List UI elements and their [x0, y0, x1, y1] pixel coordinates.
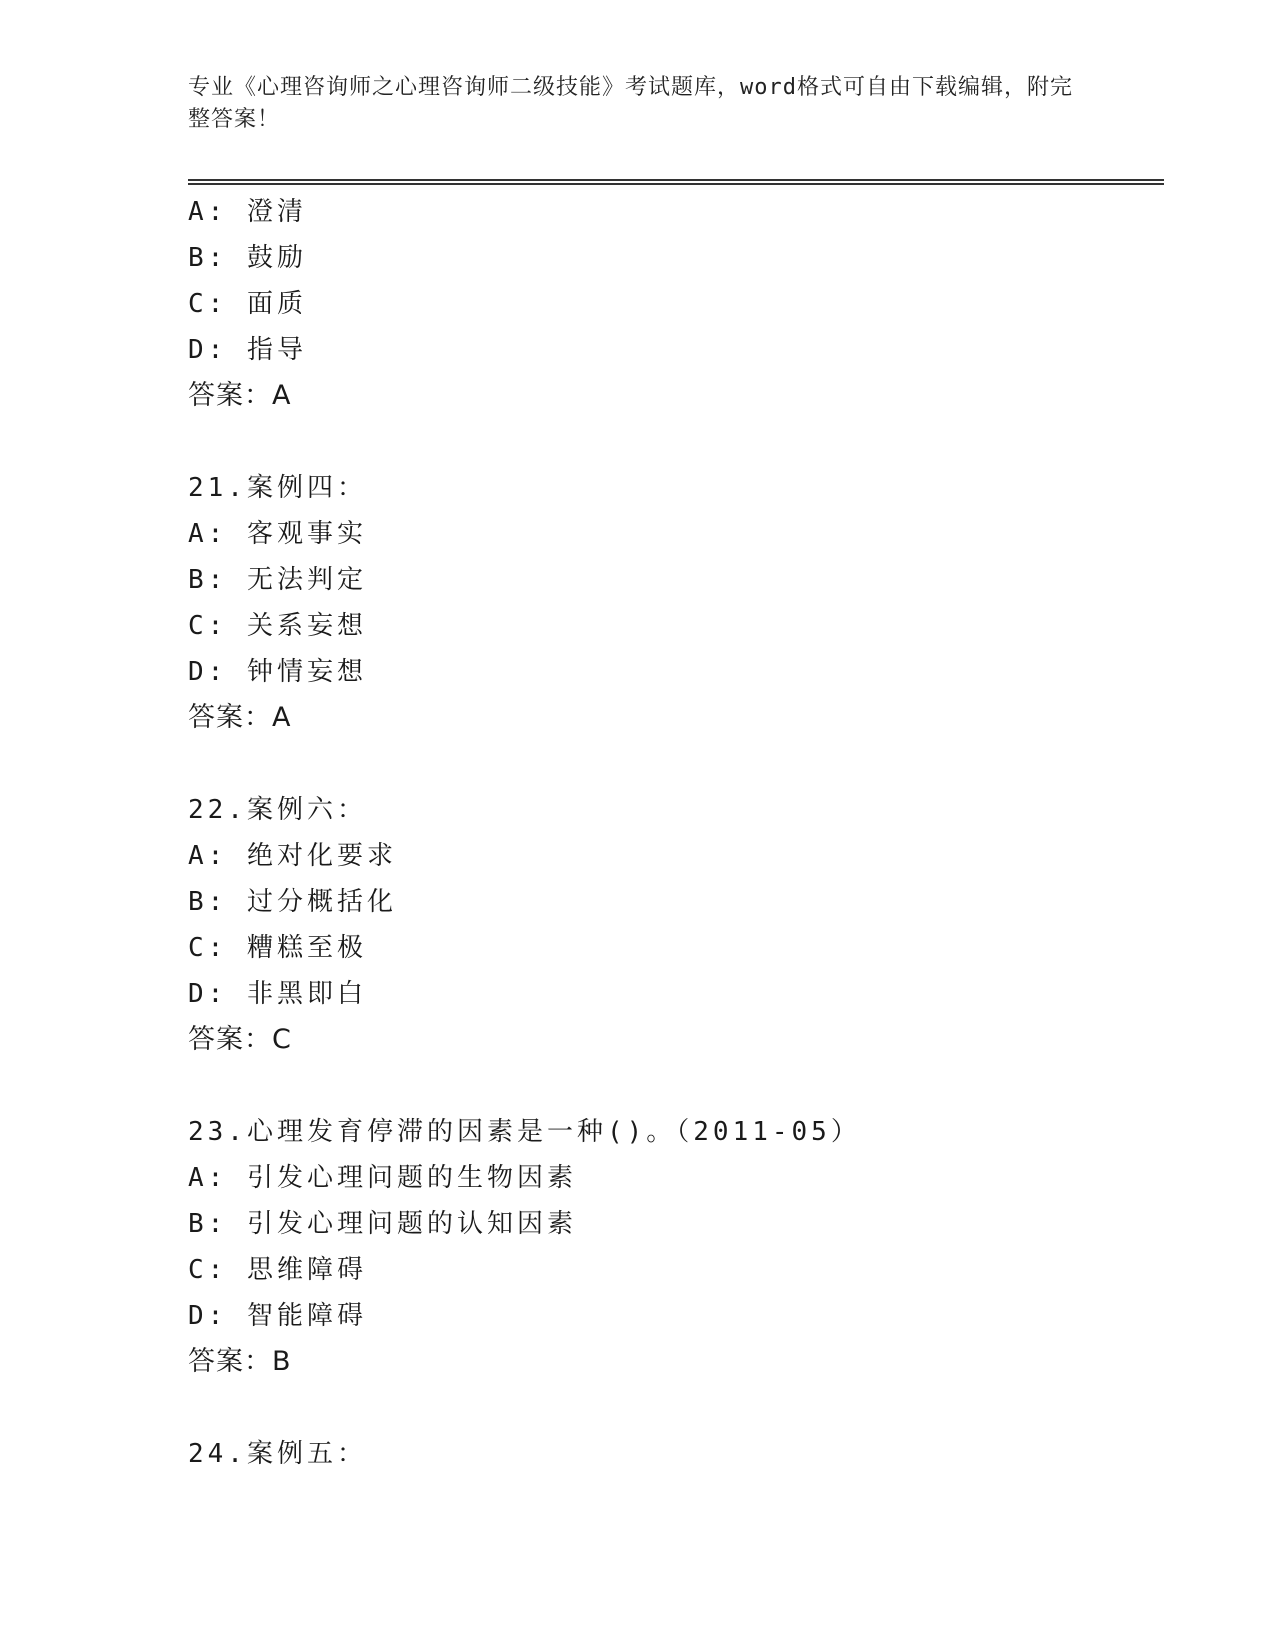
answer-option: B: 引发心理问题的认知因素 [188, 1209, 577, 1239]
spacer [188, 1385, 1148, 1431]
answer-key: 答案：A [188, 380, 292, 411]
answer-option: A: 澄清 [188, 197, 307, 227]
answer-option: C: 关系妄想 [188, 611, 367, 641]
answer-option: D: 钟情妄想 [188, 657, 367, 687]
question-stem: 23.心理发育停滞的因素是一种()。（2011-05） [188, 1117, 861, 1147]
answer-option: C: 思维障碍 [188, 1255, 367, 1285]
answer-option: B: 鼓励 [188, 243, 307, 273]
answer-key: 答案：A [188, 702, 292, 733]
answer-option: A: 绝对化要求 [188, 841, 397, 871]
answer-option: D: 指导 [188, 335, 307, 365]
answer-option: A: 引发心理问题的生物因素 [188, 1163, 577, 1193]
answer-option: A: 客观事实 [188, 519, 367, 549]
answer-option: D: 非黑即白 [188, 979, 367, 1009]
question-list [188, 189, 1148, 1477]
answer-key: 答案：B [188, 1346, 292, 1377]
spacer [188, 741, 1148, 787]
question-stem: 21.案例四： [188, 473, 367, 503]
answer-key: 答案：C [188, 1024, 292, 1055]
header-divider-bottom [188, 183, 1164, 185]
spacer [188, 419, 1148, 465]
answer-option: C: 面质 [188, 289, 307, 319]
question-stem: 24.案例五： [188, 1439, 367, 1469]
answer-option: C: 糟糕至极 [188, 933, 367, 963]
answer-option: B: 无法判定 [188, 565, 367, 595]
answer-option: D: 智能障碍 [188, 1301, 367, 1331]
document-header: 专业《心理咨询师之心理咨询师二级技能》考试题库，word格式可自由下载编辑，附完整答案！ [188, 75, 1073, 132]
header-divider-top [188, 179, 1164, 181]
question-stem: 22.案例六： [188, 795, 367, 825]
answer-option: B: 过分概括化 [188, 887, 397, 917]
spacer [188, 1063, 1148, 1109]
